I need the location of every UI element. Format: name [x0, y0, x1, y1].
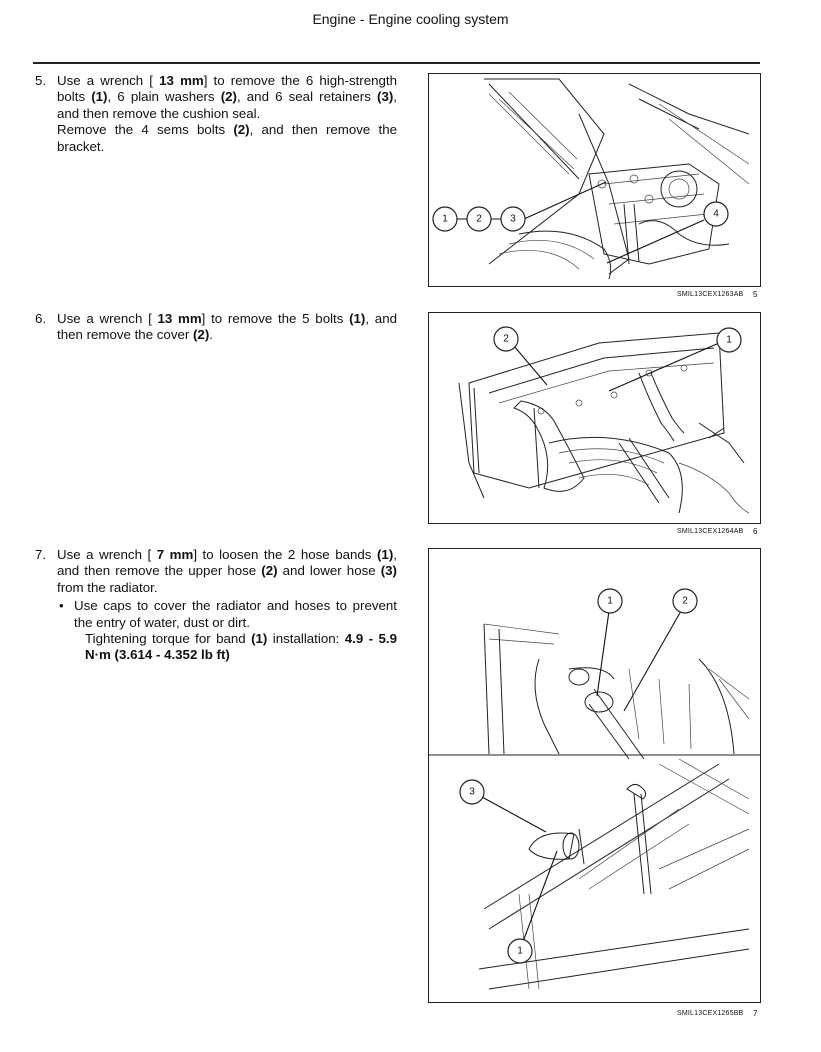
svg-text:1: 1 [517, 945, 523, 957]
step-text: Use a wrench [ 13 mm] to remove the 6 high-strength bolts (1), 6 plain washers (2), and 6 seal retainers (3), and then remove the cushion seal. [57, 73, 397, 121]
figure-6-illustration [428, 312, 761, 524]
step-text: Use a wrench [ 13 mm] to remove the 5 bolts (1), and then remove the cover (2). [57, 311, 397, 343]
step-number: 5. [35, 73, 47, 88]
callout-1 [433, 207, 457, 231]
figure-7-code: SMIL13CEX1265BB [677, 1010, 744, 1017]
upper-hose-drawing [484, 624, 749, 759]
sub-bullet-item: • Use caps to cover the radiator and hoses to prevent the entry of water, dust or dirt. [59, 598, 397, 630]
callout-1 [717, 328, 741, 352]
step-text: Use a wrench [ 7 mm] to loosen the 2 hose bands (1), and then remove the upper hose (2) and lower hose (3) from the radiator. [57, 547, 397, 595]
figure-7-illustration [428, 548, 761, 1003]
callout-2 [494, 327, 518, 351]
svg-text:3: 3 [469, 786, 475, 798]
figure-5-illustration [428, 73, 761, 287]
svg-text:1: 1 [607, 595, 613, 607]
bullet-glyph: • [59, 598, 64, 614]
svg-text:1: 1 [442, 213, 448, 225]
step-6 [35, 311, 397, 344]
step-text: Remove the 4 sems bolts (2), and then remove the bracket. [57, 122, 397, 154]
svg-text:3: 3 [510, 213, 516, 225]
step-5 [35, 73, 397, 155]
callout-3 [460, 780, 484, 804]
callout-2 [467, 207, 491, 231]
figure-7-number: 7 [753, 1009, 758, 1018]
cooling-assembly-drawing [484, 79, 749, 279]
figure-6-number: 6 [753, 527, 758, 536]
torque-note: Tightening torque for band (1) installation: 4.9 - 5.9 N·m (3.614 - 4.352 lb ft) [85, 631, 397, 663]
callout-4 [704, 202, 728, 226]
callout-2 [673, 589, 697, 613]
svg-text:2: 2 [476, 213, 482, 225]
page-header: Engine - Engine cooling system [312, 11, 509, 27]
step-number: 6. [35, 311, 47, 326]
callout-1 [508, 939, 532, 963]
header-rule [33, 62, 760, 64]
svg-text:2: 2 [503, 333, 509, 345]
svg-text:2: 2 [682, 595, 688, 607]
callout-1 [598, 589, 622, 613]
callout-3 [501, 207, 525, 231]
figure-6-code: SMIL13CEX1264AB [677, 528, 744, 535]
step-number: 7. [35, 547, 47, 562]
radiator-cover-drawing [459, 333, 749, 513]
step-7 [35, 547, 397, 664]
figure-5-code: SMIL13CEX1263AB [677, 291, 744, 298]
svg-text:1: 1 [726, 334, 732, 346]
figure-5-number: 5 [753, 290, 758, 299]
svg-text:4: 4 [713, 208, 719, 220]
